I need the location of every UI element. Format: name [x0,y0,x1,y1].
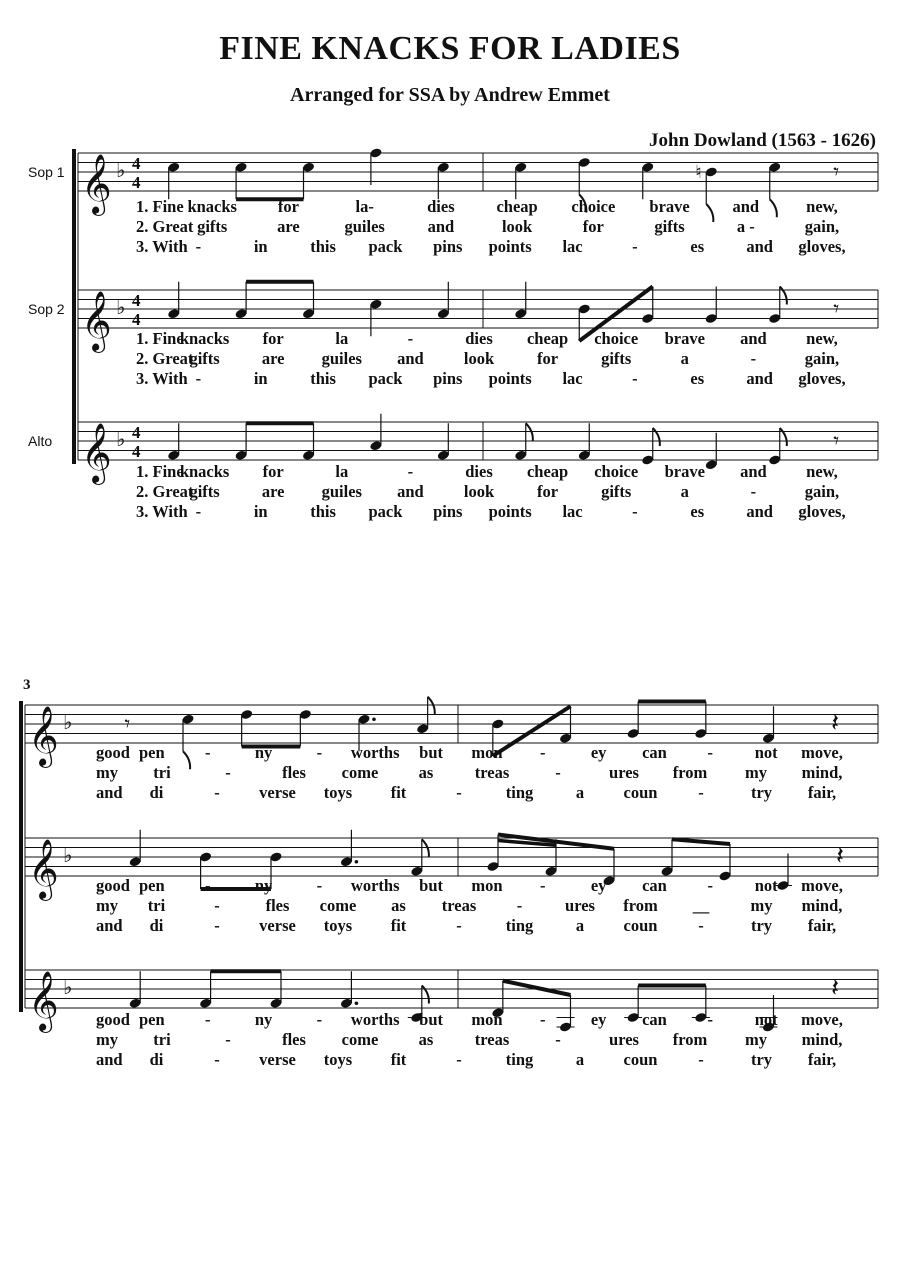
lyric-syllable: this [310,237,336,256]
lyric-syllable: pack [368,237,403,256]
lyric-syllable: 2. Great [136,217,194,236]
lyric-syllable: 1. Fine [136,197,184,216]
lyric-syllable: coun [623,783,658,802]
lyric-syllable: fair, [807,916,837,935]
lyric-syllable: look [501,217,533,236]
lyric-syllable: look [463,482,495,501]
lyric-syllable: coun [623,916,658,935]
lyric-syllable: - [407,462,414,481]
note-flag [653,428,660,446]
lyric-syllable: ures [609,763,639,782]
lyric-syllable: gifts [601,349,632,368]
key-flat-icon: ♭ [116,427,126,451]
lyric-syllable: ny [254,1010,273,1029]
part-name: Alto [28,433,53,449]
lyric-syllable: - [707,743,714,762]
lyric-syllable: good [96,876,130,895]
lyric-syllable: - [225,763,231,782]
lyric-syllable: tri [147,896,166,915]
lyric-syllable: ures [565,896,595,915]
lyric-syllable: a [575,783,585,802]
lyric-syllable: lac [562,502,583,521]
lyric-syllable: pins [433,369,463,388]
lyric-syllable: treas [474,763,510,782]
lyric-syllable: gloves, [798,502,846,521]
lyric-syllable: not [754,743,778,762]
treble-clef-icon: 𝄞 [28,839,59,899]
eighth-rest-icon: 𝄾 [833,429,840,454]
lyric-syllable: treas [441,896,477,915]
key-flat-icon: ♭ [63,975,73,999]
lyric-syllable: are [261,349,285,368]
lyric-syllable: as [418,763,434,782]
lyric-syllable: choice [594,462,639,481]
lyric-syllable: pack [368,369,403,388]
lyric-syllable: mon [471,1010,503,1029]
lyric-syllable: - [316,876,323,895]
lyric-syllable: as [418,1030,434,1049]
measure-number: 3 [23,677,31,693]
lyric-syllable: toys [323,916,353,935]
lyric-syllable: knacks [179,329,230,348]
eighth-rest-icon: 𝄾 [833,160,840,185]
lyric-syllable: mind, [801,896,843,915]
lyric-syllable: - [204,743,211,762]
lyric-syllable: fit [390,1050,407,1069]
lyric-syllable: - [698,783,704,802]
staff-3 [25,970,878,1069]
lyric-syllable: from [672,763,708,782]
lyric-syllable: 3. With [136,237,188,256]
treble-clef-icon: 𝄞 [81,154,112,214]
lyric-syllable: not [754,876,778,895]
system-1 [28,147,878,521]
lyric-syllable: - [707,1010,714,1029]
lyric-syllable: not [754,1010,778,1029]
lyric-syllable: choice [571,197,616,216]
lyric-syllable: look [463,349,495,368]
lyric-syllable: knacks [179,462,230,481]
lyric-syllable: pins [433,502,463,521]
lyric-syllable: - [195,502,202,521]
note-flag [780,428,787,446]
lyric-syllable: for [262,329,284,348]
lyric-syllable: gifts [197,217,228,236]
treble-clef-icon: 𝄞 [81,423,112,483]
lyric-syllable: as [391,896,406,915]
lyric-syllable: la [335,462,349,481]
lyric-syllable: - [407,329,414,348]
lyric-syllable: la- [355,197,374,216]
staff-2 [25,830,878,935]
lyric-syllable: pen [139,743,165,762]
eighth-rest-icon: 𝄾 [124,712,131,737]
lyric-syllable: fles [282,1030,306,1049]
lyric-syllable: a [680,349,689,368]
system-2 [21,677,878,1069]
lyric-syllable: guiles [321,482,362,501]
composer-credit: John Dowland (1563 - 1626) [649,130,876,151]
lyric-syllable: come [341,763,379,782]
lyric-syllable: di [149,783,164,802]
note-flag [422,839,429,857]
quarter-rest-icon: 𝄽 [836,841,844,871]
quarter-rest-icon: 𝄽 [831,973,840,1003]
lyric-syllable: dies [465,329,493,348]
lyric-syllable: and [397,482,424,501]
staff-2 [28,282,878,388]
treble-clef-icon: 𝄞 [28,706,59,766]
lyric-syllable: my [745,1030,767,1049]
lyric-syllable: come [341,1030,379,1049]
lyric-syllable: and [740,462,767,481]
staff-1 [28,147,878,256]
augmentation-dot [355,860,359,864]
lyric-syllable: toys [323,1050,353,1069]
lyric-syllable: verse [259,1050,296,1069]
lyric-syllable: - [698,1050,704,1069]
lyric-syllable: can [642,876,667,895]
lyric-syllable: mind, [801,763,843,782]
lyric-syllable: but [419,1010,444,1029]
lyric-syllable: for [277,197,299,216]
lyric-syllable: ny [254,743,273,762]
lyric-syllable: but [419,743,444,762]
lyric-syllable: verse [259,783,296,802]
lyric-syllable: coun [623,1050,658,1069]
lyric-syllable: verse [259,916,296,935]
lyric-syllable: and [746,237,773,256]
lyric-syllable: 2. Great [136,349,194,368]
lyric-syllable: my [750,896,773,915]
lyric-syllable: - [707,876,714,895]
lyric-syllable: and [746,369,773,388]
lyric-syllable: - [316,743,323,762]
part-name: Sop 2 [28,301,65,317]
lyric-syllable: gifts [654,217,685,236]
lyric-syllable: - [632,502,638,521]
lyric-syllable: lac [562,237,583,256]
lyric-syllable: for [537,482,559,501]
lyric-syllable: my [96,896,118,915]
lyric-syllable: and [397,349,424,368]
lyric-syllable: good [96,743,130,762]
lyric-syllable: worths [350,1010,400,1029]
lyric-syllable: tri [153,1030,171,1049]
lyric-syllable: - [204,876,211,895]
note-flag [526,423,533,441]
lyric-syllable: come [319,896,357,915]
lyric-syllable: lac [562,369,583,388]
note-beam [672,839,730,844]
lyric-syllable: - [456,916,462,935]
lyric-syllable: ting [505,916,534,935]
lyric-syllable: are [261,482,285,501]
lyric-syllable: - [456,1050,462,1069]
lyric-syllable: worths [350,743,400,762]
lyric-syllable: fles [282,763,306,782]
lyric-syllable: guiles [321,349,362,368]
lyric-syllable: - [750,482,757,501]
note-flag [780,287,787,305]
lyric-syllable: mon [471,743,503,762]
lyric-syllable: fit [390,916,407,935]
time-signature-top: 4 [132,154,141,173]
note-flag [428,697,435,715]
lyric-syllable: points [488,237,532,256]
lyric-syllable: 1. Fine [136,462,184,481]
time-signature-top: 4 [132,291,141,310]
lyric-syllable: this [310,369,336,388]
lyric-syllable: pack [368,502,403,521]
lyric-syllable: for [537,349,559,368]
note-beam [493,706,571,756]
lyric-syllable: cheap [526,329,569,348]
key-flat-icon: ♭ [116,158,126,182]
lyric-syllable: 1. Fine [136,329,184,348]
part-name: Sop 1 [28,164,65,180]
lyric-syllable: pen [139,1010,165,1029]
note-flag [706,204,713,222]
lyric-syllable: - [540,1010,546,1029]
lyric-syllable: gifts [601,482,632,501]
lyric-syllable: try [750,1050,773,1069]
lyric-syllable: ures [609,1030,639,1049]
lyric-syllable: points [488,369,532,388]
lyric-syllable: ey [590,743,607,762]
note-beam [503,981,571,995]
lyric-syllable: and [96,783,123,802]
lyric-syllable: gifts [189,349,220,368]
lyric-syllable: - [316,1010,323,1029]
lyric-syllable: - [632,237,638,256]
lyric-syllable: mon [471,876,503,895]
lyric-syllable: dies [465,462,493,481]
lyric-syllable: move, [801,876,843,895]
lyric-syllable: gain, [804,217,840,236]
lyric-syllable: my [745,763,767,782]
lyric-syllable: - [632,369,638,388]
lyric-syllable: good [96,1010,130,1029]
quarter-rest-icon: 𝄽 [831,708,840,738]
time-signature-bottom: 4 [132,310,141,329]
lyric-syllable: fair, [807,1050,837,1069]
lyric-syllable: - [225,1030,231,1049]
lyric-syllable: tri [153,763,171,782]
lyric-syllable: in [253,237,268,256]
lyric-syllable: - [214,1050,220,1069]
staff-1 [25,697,878,802]
lyric-syllable: and [732,197,760,216]
lyric-syllable: choice [594,329,639,348]
lyric-syllable: es [690,502,705,521]
lyric-syllable: ting [505,783,534,802]
note-flag [770,199,777,217]
lyric-syllable: - [750,349,757,368]
lyric-syllable: points [488,502,532,521]
lyric-syllable: guiles [344,217,385,236]
lyric-syllable: gain, [804,482,840,501]
lyric-syllable: la [335,329,349,348]
lyric-syllable: move, [801,1010,843,1029]
lyric-syllable: ting [505,1050,534,1069]
lyric-syllable: and [96,916,123,935]
lyric-syllable: 2. Great [136,482,194,501]
lyric-syllable: ny [254,876,273,895]
augmentation-dot [372,717,376,721]
lyric-syllable: ey [590,876,607,895]
page-title: FINE KNACKS FOR LADIES [219,30,681,67]
lyric-syllable: this [310,502,336,521]
lyric-syllable: in [253,502,268,521]
lyric-syllable: toys [323,783,353,802]
natural-sign-icon: ♮ [695,162,702,183]
lyric-syllable: cheap [496,197,538,216]
lyric-syllable: es [690,369,705,388]
lyric-syllable: - [214,896,220,915]
lyric-syllable: cheap [526,462,569,481]
lyric-syllable: are [277,217,300,236]
lyric-syllable: - [540,743,546,762]
key-flat-icon: ♭ [63,843,73,867]
lyric-syllable: and [427,217,455,236]
lyric-syllable: but [419,876,444,895]
treble-clef-icon: 𝄞 [28,971,59,1031]
lyric-syllable: try [750,783,773,802]
lyric-syllable: - [456,783,462,802]
lyric-syllable: for [262,462,284,481]
lyric-syllable: pen [139,876,165,895]
lyric-syllable: - [555,1030,561,1049]
lyric-syllable: from [623,896,658,915]
lyric-syllable: a [575,1050,585,1069]
lyric-syllable: 3. With [136,369,188,388]
lyric-syllable: move, [801,743,843,762]
lyric-syllable: di [149,1050,164,1069]
lyric-syllable: pins [433,237,463,256]
time-signature-top: 4 [132,423,141,442]
lyric-syllable: try [750,916,773,935]
lyric-syllable: - [516,896,523,915]
lyric-syllable: brave [649,197,690,216]
lyric-syllable: - [204,1010,211,1029]
lyric-syllable: 3. With [136,502,188,521]
key-flat-icon: ♭ [116,295,126,319]
arranger-subtitle: Arranged for SSA by Andrew Emmet [290,84,610,106]
lyric-syllable: - [540,876,546,895]
lyric-syllable: di [149,916,164,935]
lyric-syllable: worths [350,876,400,895]
lyric-syllable: for [582,217,604,236]
lyric-syllable: a [680,482,689,501]
lyric-syllable: - [698,916,704,935]
lyric-syllable: and [96,1050,123,1069]
time-signature-bottom: 4 [132,442,141,461]
lyric-syllable: in [253,369,268,388]
lyric-syllable: fit [390,783,407,802]
lyric-syllable: knacks [187,197,237,216]
lyric-syllable: brave [664,329,705,348]
lyric-syllable: and [746,502,773,521]
lyric-syllable: new, [806,197,838,216]
lyric-syllable: and [740,329,767,348]
treble-clef-icon: 𝄞 [81,291,112,351]
note-flag [422,986,429,1004]
lyric-syllable: my [96,1030,118,1049]
lyric-syllable: __ [692,896,710,915]
lyric-syllable: can [642,1010,667,1029]
lyric-syllable: fles [265,896,290,915]
lyric-syllable: a - [736,217,755,236]
lyric-syllable: gain, [804,349,840,368]
lyric-syllable: brave [664,462,705,481]
lyric-syllable: - [214,783,220,802]
lyric-syllable: - [555,763,561,782]
note-flag [183,751,190,769]
lyric-syllable: gloves, [798,237,846,256]
lyric-syllable: es [690,237,705,256]
lyric-syllable: dies [427,197,455,216]
lyric-syllable: can [642,743,667,762]
time-signature-bottom: 4 [132,173,141,192]
lyric-syllable: - [214,916,220,935]
augmentation-dot [355,1001,359,1005]
eighth-rest-icon: 𝄾 [833,297,840,322]
lyric-syllable: - [195,237,202,256]
lyric-syllable: mind, [801,1030,843,1049]
lyric-syllable: new, [806,462,838,481]
lyric-syllable: from [672,1030,708,1049]
key-flat-icon: ♭ [63,710,73,734]
lyric-syllable: - [195,369,202,388]
lyric-syllable: gifts [189,482,220,501]
lyric-syllable: ey [590,1010,607,1029]
lyric-syllable: new, [806,329,838,348]
lyric-syllable: a [575,916,585,935]
lyric-syllable: treas [474,1030,510,1049]
lyric-syllable: my [96,763,118,782]
staff-3 [28,414,878,521]
lyric-syllable: gloves, [798,369,846,388]
lyric-syllable: fair, [807,783,837,802]
